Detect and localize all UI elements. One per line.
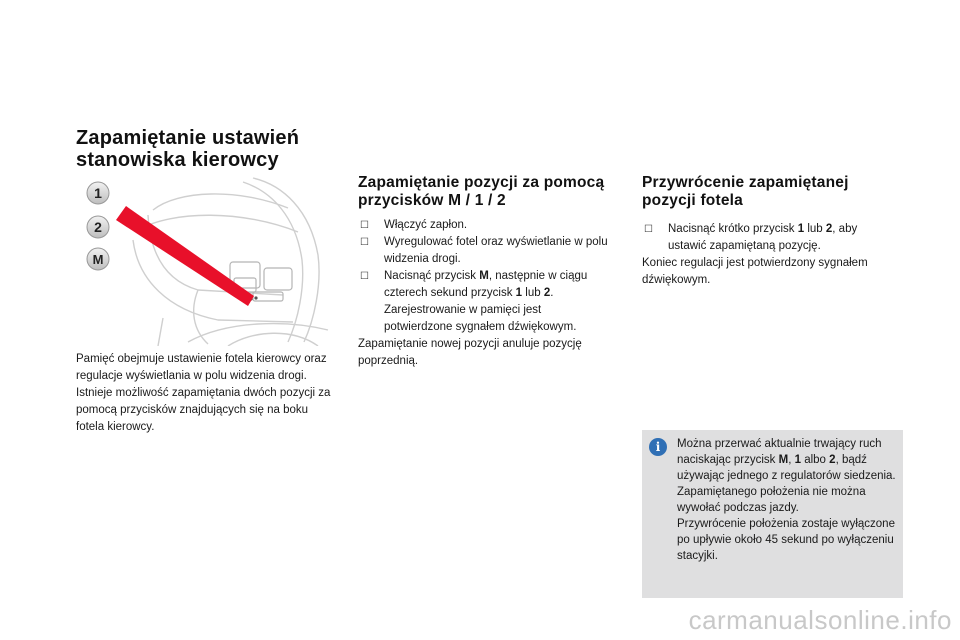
memory-button-1-icon — [87, 182, 109, 204]
memory-button-2-icon — [87, 216, 109, 238]
info-icon: i — [649, 438, 667, 456]
memorize-heading: Zapamiętanie pozycji za pomocą przycisków M / 1 / 2 — [358, 174, 605, 209]
info-box — [642, 430, 903, 598]
restore-heading: Przywrócenie zapamiętanej pozycji fotela — [642, 174, 849, 209]
memory-button-1-label: 1 — [94, 185, 102, 201]
page-title: Zapamiętanie ustawień stanowiska kierowcy — [76, 127, 300, 171]
watermark: carmanualsonline.info — [688, 605, 952, 635]
list-item: ☐ Nacisnąć przycisk M, następnie w ciągu czterech sekund przycisk 1 lub 2. Zarejestrowanie w pamięci jest potwierdzone sygnałem dźwiękowym. — [360, 270, 588, 333]
seat-memory-buttons-illustration — [78, 170, 336, 346]
info-paragraph-2: Zapamiętanego położenia nie można wywołać podczas jazdy. — [677, 486, 866, 514]
seat-illustration-svg — [78, 170, 336, 346]
checkbox-bullet-icon: ☐ — [360, 220, 369, 231]
memory-button-m-label: M — [92, 252, 104, 267]
memory-button-2-label: 2 — [94, 219, 102, 235]
checkbox-bullet-icon: ☐ — [644, 224, 653, 235]
list-item: ☐ Włączyć zapłon. — [358, 217, 610, 234]
restore-note: Koniec regulacji jest potwierdzony sygnałem dźwiękowym. — [642, 257, 868, 286]
restore-steps — [642, 221, 897, 289]
info-paragraph-1: Można przerwać aktualnie trwający ruch naciskając przycisk M, 1 albo 2, bądź używając jednego z regulatorów siedzenia. — [677, 438, 896, 482]
memorize-steps — [358, 217, 610, 370]
memorize-note: Zapamiętanie nowej pozycji anuluje pozycję poprzednią. — [358, 338, 582, 367]
memory-button-m-icon — [87, 248, 109, 270]
intro-paragraph: Pamięć obejmuje ustawienie fotela kierowcy oraz regulacje wyświetlania w polu widzenia drogi. Istnieje możliwość zapamiętania dwóch pozycji za pomocą przycisków znajdujących się na boku fotela kierowcy. — [76, 353, 331, 433]
list-item: ☐ Nacisnąć krótko przycisk 1 lub 2, aby ustawić zapamiętaną pozycję. — [644, 223, 858, 252]
list-item: ☐ Wyregulować fotel oraz wyświetlanie w polu widzenia drogi. — [360, 236, 608, 265]
checkbox-bullet-icon: ☐ — [360, 271, 369, 282]
info-text — [677, 436, 899, 564]
checkbox-bullet-icon: ☐ — [360, 237, 369, 248]
info-paragraph-3: Przywrócenie położenia zostaje wyłączone po upływie około 45 sekund po wyłączeniu stacyjki. — [677, 518, 895, 562]
